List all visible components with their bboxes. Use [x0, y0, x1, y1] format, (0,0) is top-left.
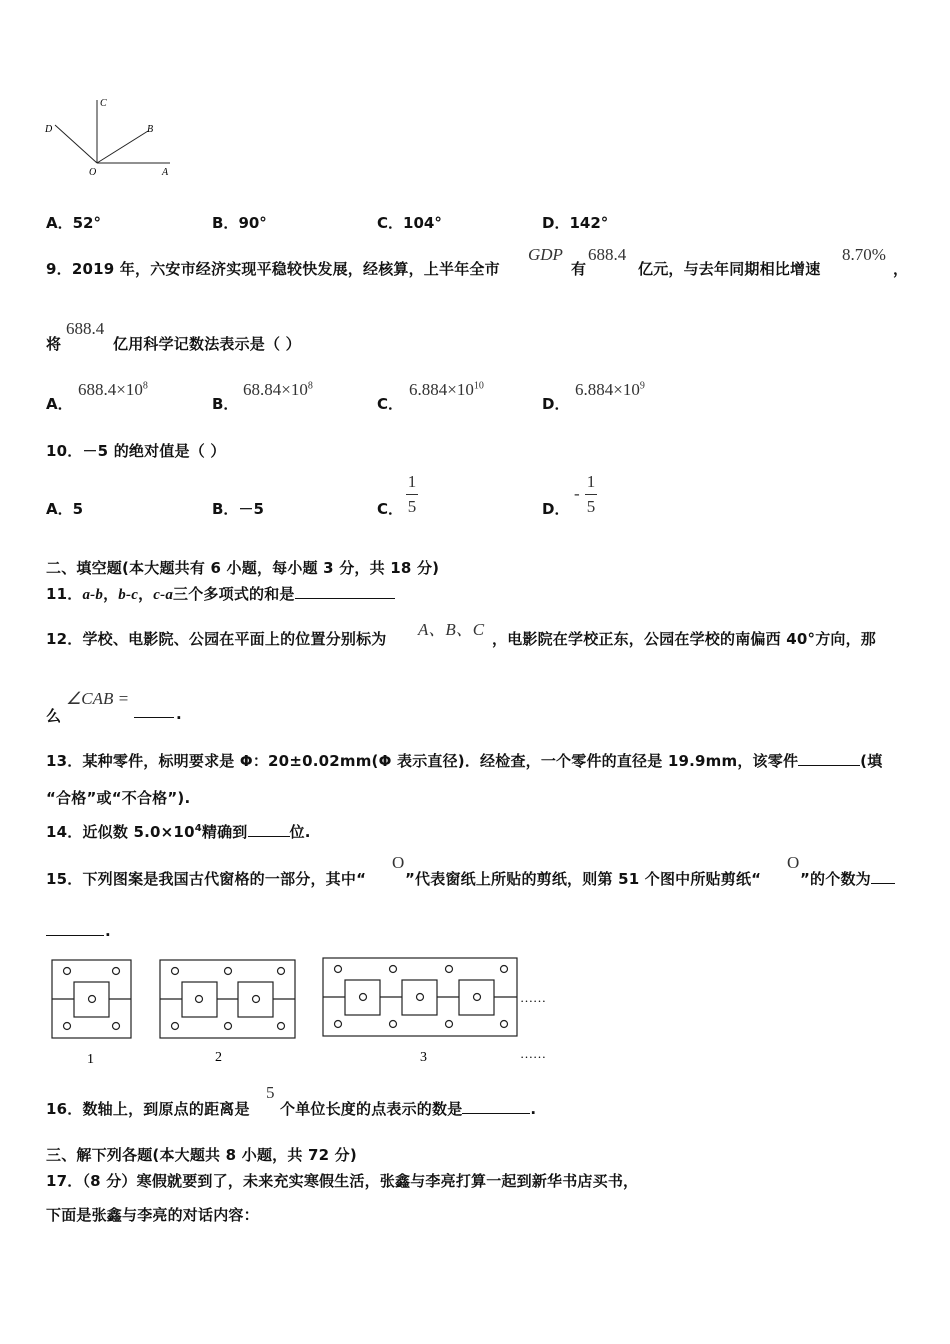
q9-rate: 8.70%	[842, 245, 886, 264]
label-c: C	[100, 98, 107, 109]
q17-line1: 17．（8 分）寒假就要到了，未来充实寒假生活，张鑫与李亮打算一起到新华书店买书，	[46, 1172, 639, 1190]
figure-ellipsis-2: ……	[520, 1046, 546, 1061]
figure-label-3: 3	[420, 1050, 427, 1065]
q9-gdp: GDP	[528, 245, 563, 264]
q11-answer-blank[interactable]	[295, 583, 395, 599]
q10-option-a: A．5	[46, 500, 84, 518]
q14-answer-blank[interactable]	[248, 821, 290, 837]
q12-answer-blank[interactable]	[134, 702, 174, 718]
q15-end: .	[105, 922, 111, 940]
q10-stem: 10．－5 的绝对值是（ ）	[46, 442, 226, 460]
q13-line1: 13．某种零件，标明要求是 Φ：20±0.02mm(Φ 表示直径)．经检查，一个零件的直径是 19.9mm，该零件 (填	[46, 752, 883, 770]
q10-option-b: B．－5	[212, 500, 264, 518]
q15-symbol-2: O	[787, 853, 800, 872]
q12-angle: ∠CAB =	[66, 689, 130, 708]
q9-line1-a: 9．2019 年，六安市经济实现平稳较快发展，经核算，上半年全市	[46, 260, 500, 278]
q16-answer-blank[interactable]	[462, 1098, 530, 1114]
q12-end: .	[176, 705, 182, 723]
q8-option-d: D．142°	[542, 214, 609, 232]
q9-option-b-key: B．	[212, 395, 239, 413]
q15-part-a: 15．下列图案是我国古代窗格的一部分，其中“	[46, 870, 367, 888]
q9-line1-c: 亿元，与去年同期相比增速	[638, 260, 821, 278]
q9-option-a-value: $688.4\times 10^8$	[78, 380, 148, 399]
q12-line2-a: 么	[46, 707, 62, 725]
figure-ellipsis-1: ……	[520, 990, 546, 1005]
figure-label-2: 2	[215, 1050, 222, 1065]
q12-line1-b: ，电影院在学校正东，公园在学校的南偏西 40°方向，那	[492, 630, 876, 648]
q15-part-c: ”的个数为	[800, 868, 895, 889]
q9-value: 688.4	[588, 245, 627, 264]
label-o: O	[89, 167, 97, 178]
q10-option-d-key: D．	[542, 500, 570, 518]
label-b: B	[147, 124, 154, 135]
q15-part-b: ”代表窗纸上所贴的剪纸，则第 51 个图中所贴剪纸“	[405, 870, 762, 888]
q8-option-b: B．90°	[212, 214, 267, 232]
q9-line1-d: ，	[893, 260, 909, 278]
q9-option-a-key: A．	[46, 395, 73, 413]
section-2-heading: 二、填空题(本大题共有 6 小题，每小题 3 分，共 18 分)	[46, 559, 440, 577]
q10-option-c-key: C．	[377, 500, 404, 518]
q9-option-b-value: $68.84\times 10^8$	[243, 380, 313, 399]
q16-part-a: 16．数轴上，到原点的距离是	[46, 1100, 250, 1118]
q15-symbol-1: O	[392, 853, 405, 872]
q17-line2: 下面是张鑫与李亮的对话内容：	[46, 1206, 259, 1224]
q16-number: 5	[266, 1083, 275, 1102]
figure-label-1: 1	[87, 1052, 94, 1067]
q13-line2: “合格”或“不合格”).	[46, 789, 191, 807]
q15-answer-blank[interactable]	[871, 868, 895, 884]
angle-diagram	[40, 95, 180, 180]
q10-option-d-fraction: 1 5	[586, 472, 596, 516]
q9-option-c-value: $6.884\times 10^{10}$	[409, 380, 484, 399]
q9-option-d-key: D．	[542, 395, 570, 413]
q10-option-c-fraction: 1 5	[407, 472, 417, 516]
window-lattice-figure	[45, 955, 565, 1070]
q14: 14．近似数 $5.0\times 10^4$精确到 位.	[46, 823, 311, 841]
label-a: A	[162, 167, 169, 178]
q12-letters: A、B、C	[418, 620, 485, 639]
label-d: D	[45, 124, 53, 135]
q8-option-c: C．104°	[377, 214, 442, 232]
q9-option-d-value: $6.884\times 10^9$	[575, 380, 645, 399]
q9-line2-b: 亿用科学记数法表示是（ ）	[113, 335, 301, 353]
q13-answer-blank[interactable]	[798, 750, 860, 766]
q10-option-d-sign: -	[574, 484, 580, 503]
q9-line2-a: 将	[46, 335, 62, 353]
q9-option-c-key: C．	[377, 395, 404, 413]
q16-part-b: 个单位长度的点表示的数是 .	[280, 1100, 537, 1118]
q9-line1-b: 有	[571, 260, 587, 278]
q12-line1-a: 12．学校、电影院、公园在平面上的位置分别标为	[46, 630, 387, 648]
q15-answer-blank-cont[interactable]	[46, 920, 104, 936]
section-3-heading: 三、解下列各题(本大题共 8 小题，共 72 分)	[46, 1146, 357, 1164]
q11: 11．a-b，b-c，c-a三个多项式的和是	[46, 583, 395, 604]
q9-line2-value: 688.4	[66, 319, 105, 338]
q8-option-a: A．52°	[46, 214, 101, 232]
